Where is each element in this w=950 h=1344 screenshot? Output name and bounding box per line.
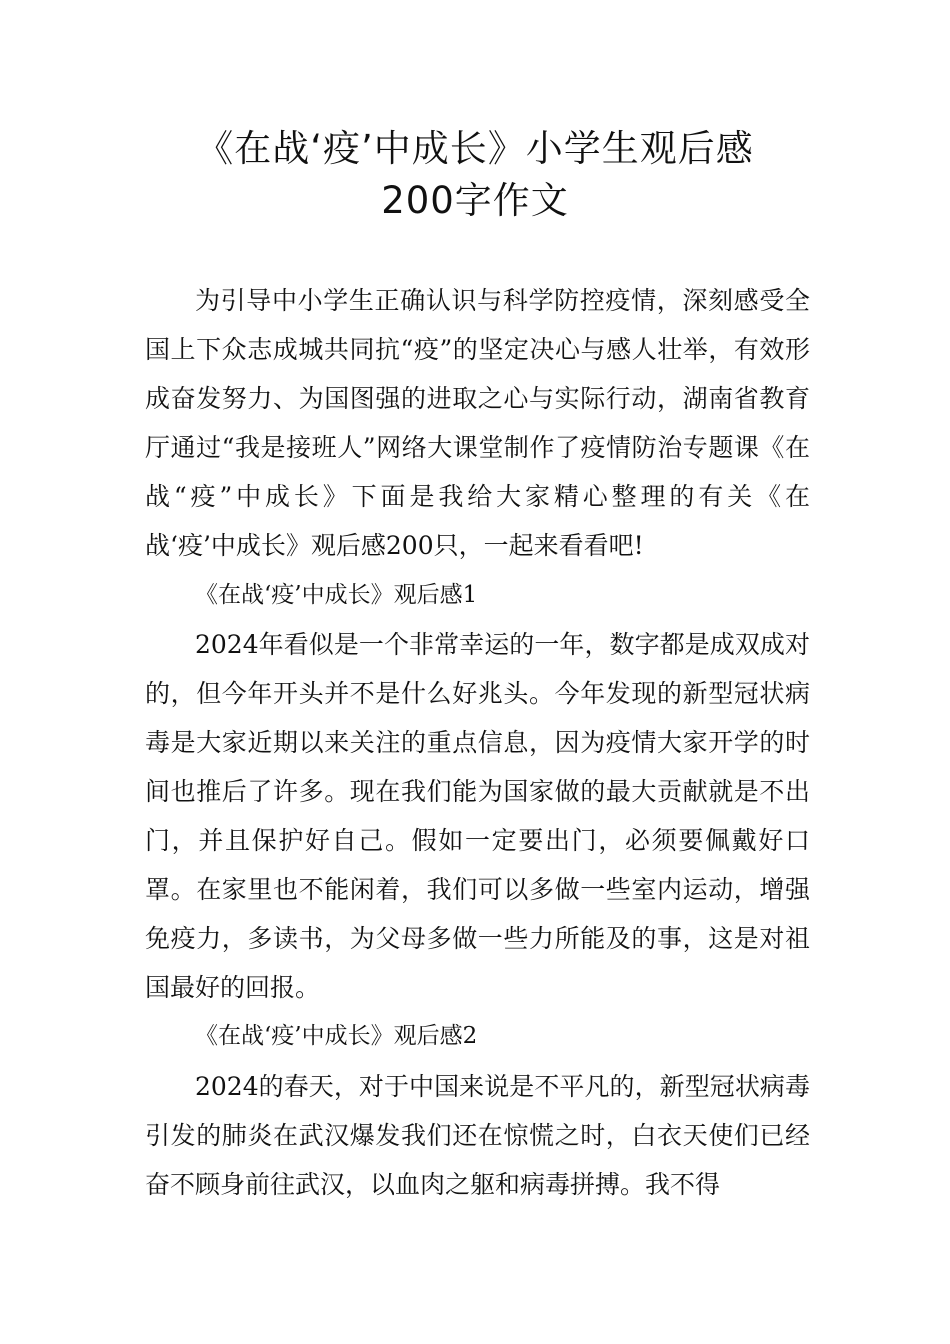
document-title-line1: 《在战‘疫’中成长》小学生观后感 [196,127,754,170]
section-heading-2: 《在战‘疫’中成长》观后感2 [195,1023,478,1050]
section-heading-1: 《在战‘疫’中成长》观后感1 [195,581,478,608]
section-paragraph-1: 2024年看似是一个非常幸运的一年，数字都是成双成对的，但今年开头并不是什么好兆头。今年发现的新型冠状病毒是大家近期以来关注的重点信息，因为疫情大家开学的时间也推后了许多。现在我们能为国家做的最大贡献就是不出门，并且保护好自己。假如一定要出门，必须要佩戴好口罩。在家里也不能闲着，我们可以多做一些室内运动，增强免疫力，多读书，为父母多做一些力所能及的事，这是对祖国最好的回报。 [145,629,810,1003]
intro-paragraph: 为引导中小学生正确认识与科学防控疫情，深刻感受全国上下众志成城共同抗“疫”的坚定决心与感人壮举，有效形成奋发努力、为国图强的进取之心与实际行动，湖南省教育厅通过“我是接班人”网络大课堂制作了疫情防治专题课《在战“疫”中成长》下面是我给大家精心整理的有关《在战‘疫’中成长》观后感200只，一起来看看吧! [145,286,810,561]
section-paragraph-2: 2024的春天，对于中国来说是不平凡的，新型冠状病毒引发的肺炎在武汉爆发我们还在惊慌之时，白衣天使们已经奋不顾身前往武汉，以血肉之躯和病毒拼搏。我不得 [145,1071,810,1199]
document-body [145,276,810,1209]
document-title-line2: 200字作文 [381,179,569,222]
